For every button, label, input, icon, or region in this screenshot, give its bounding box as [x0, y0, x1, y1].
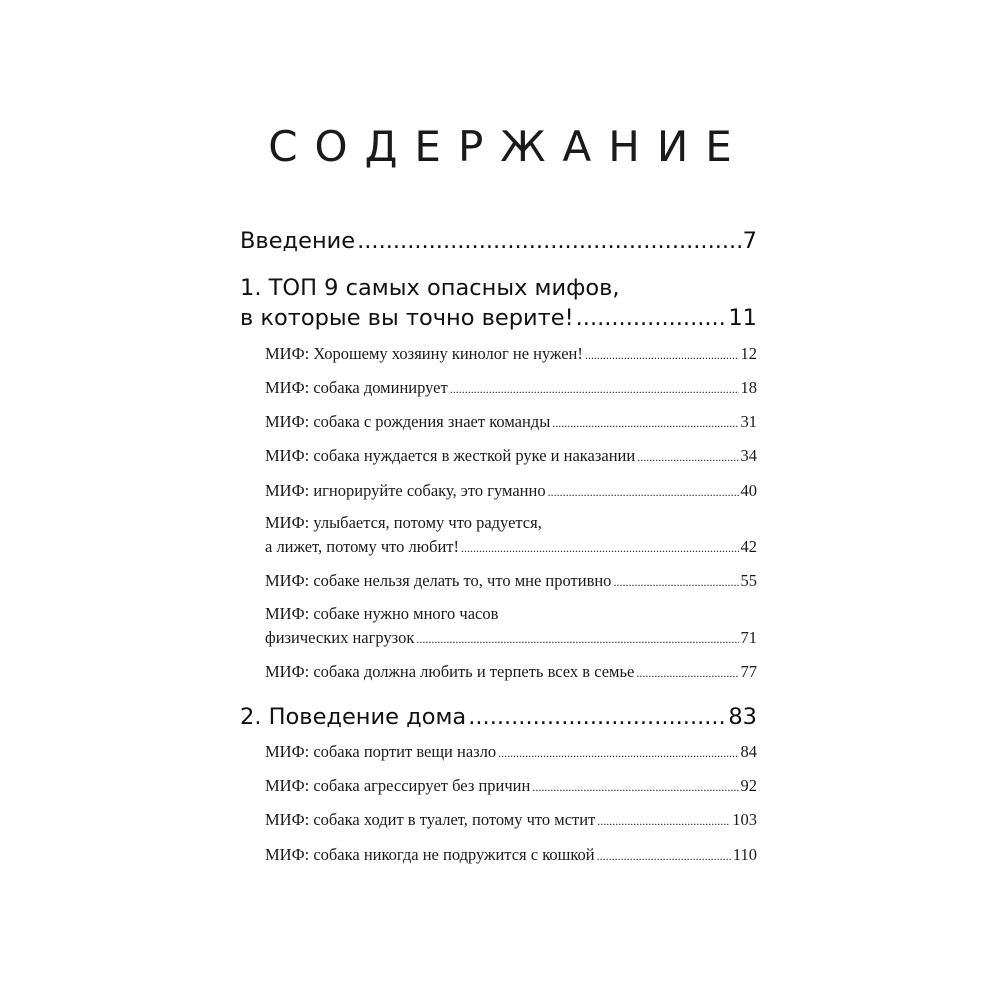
page-title: СОДЕРЖАНИЕ: [268, 122, 749, 171]
dot-leader: [576, 305, 727, 331]
toc-entry-myth[interactable]: [265, 537, 757, 557]
toc-page-number: 40: [740, 481, 757, 500]
dot-leader: [532, 776, 738, 796]
toc-entry-label: МИФ: собаке нельзя делать то, что мне противно: [265, 571, 612, 590]
toc-page-number: 92: [740, 776, 757, 795]
toc-entry-myth[interactable]: [265, 845, 757, 865]
dot-leader: [468, 704, 726, 730]
dot-leader: [637, 446, 738, 466]
toc-page-number: 71: [740, 628, 757, 647]
toc-entry-label: МИФ: Хорошему хозяину кинолог не нужен!: [265, 344, 583, 363]
toc-page-number: 18: [740, 378, 757, 397]
toc-page-number: 77: [740, 662, 757, 681]
toc-entry-myth[interactable]: [265, 412, 757, 432]
toc-entry-chapter1[interactable]: [240, 305, 757, 331]
dot-leader: [585, 344, 739, 364]
toc-entry-myth[interactable]: [265, 742, 757, 762]
dot-leader: [636, 662, 738, 682]
toc-entry-myth[interactable]: [265, 628, 757, 648]
dot-leader: [613, 571, 738, 591]
toc-entry-label: МИФ: собака портит вещи назло: [265, 742, 497, 761]
dot-leader: [461, 537, 738, 557]
dot-leader: [597, 810, 730, 830]
dot-leader: [416, 628, 738, 648]
toc-entry-label: Введение: [240, 228, 356, 254]
toc-entry-intro[interactable]: [240, 228, 757, 254]
dot-leader: [552, 412, 738, 432]
toc-entry-myth[interactable]: [265, 571, 757, 591]
dot-leader: [597, 845, 731, 865]
toc-entry-label: МИФ: игнорируйте собаку, это гуманно: [265, 481, 546, 500]
toc-page-number: 84: [740, 742, 757, 761]
toc-entry-label: МИФ: собака ходит в туалет, потому что мстит: [265, 810, 596, 829]
toc-entry-myth[interactable]: [265, 378, 757, 398]
toc-entry-chapter2[interactable]: [240, 704, 757, 730]
toc-page-number: 11: [728, 305, 757, 331]
toc-page-number: 103: [732, 810, 757, 829]
toc-page-number: 31: [740, 412, 757, 431]
toc-myth-line1[interactable]: МИФ: улыбается, потому что радуется,: [265, 513, 542, 532]
toc-page-number: 7: [742, 228, 757, 254]
dot-leader: [450, 378, 739, 398]
toc-entry-myth[interactable]: [265, 776, 757, 796]
toc-entry-label: МИФ: собака никогда не подружится с кошкой: [265, 845, 595, 864]
toc-page-number: 12: [740, 344, 757, 363]
toc-page-number: 83: [728, 704, 757, 730]
toc-page-number: 55: [740, 571, 757, 590]
dot-leader: [548, 481, 739, 501]
toc-entry-label: физических нагрузок: [265, 628, 415, 647]
toc-entry-myth[interactable]: [265, 810, 757, 830]
toc-entry-myth[interactable]: [265, 662, 757, 682]
toc-entry-label: 2. Поведение дома: [240, 704, 467, 730]
toc-entry-label: МИФ: собака с рождения знает команды: [265, 412, 551, 431]
toc-page-number: 34: [740, 446, 757, 465]
toc-entry-label: МИФ: собака доминирует: [265, 378, 448, 397]
toc-entry-label: МИФ: собака агрессирует без причин: [265, 776, 531, 795]
toc-page-number: 42: [740, 537, 757, 556]
toc-myth-line1[interactable]: МИФ: собаке нужно много часов: [265, 604, 499, 623]
dot-leader: [498, 742, 738, 762]
toc-entry-label: а лижет, потому что любит!: [265, 537, 460, 556]
toc-entry-myth[interactable]: [265, 344, 757, 364]
toc-entry-myth[interactable]: [265, 446, 757, 466]
toc-chapter1-title-line1[interactable]: 1. ТОП 9 самых опасных мифов,: [240, 275, 620, 301]
toc-page-number: 110: [732, 845, 757, 864]
dot-leader: [357, 228, 741, 254]
toc-entry-label: МИФ: собака должна любить и терпеть всех в семье: [265, 662, 635, 681]
toc-entry-label: в которые вы точно верите!: [240, 305, 574, 331]
toc-entry-label: МИФ: собака нуждается в жесткой руке и наказании: [265, 446, 636, 465]
toc-entry-myth[interactable]: [265, 481, 757, 501]
